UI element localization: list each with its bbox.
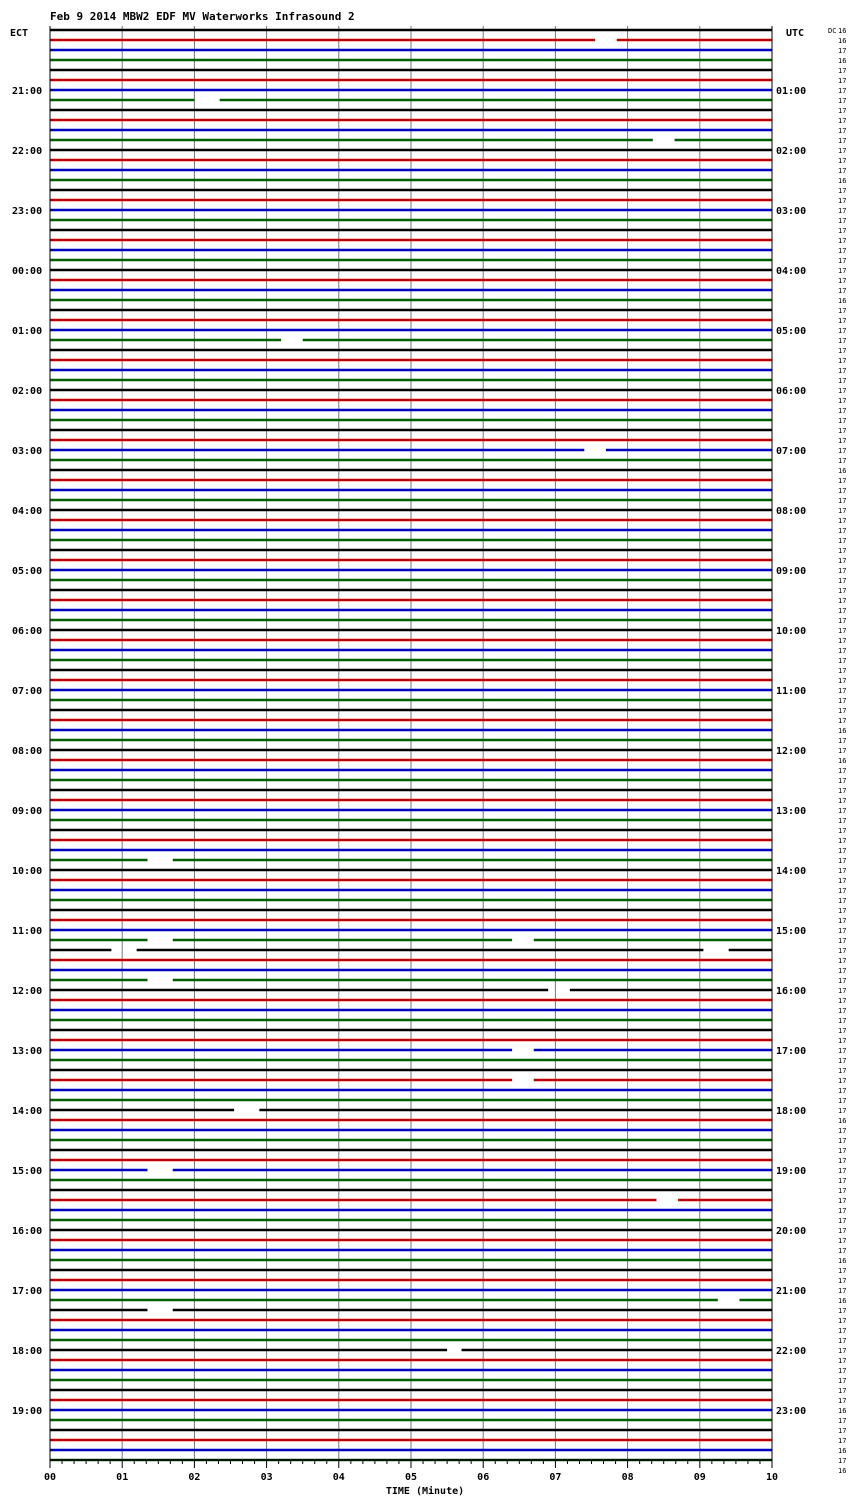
dc-value: 17 xyxy=(838,957,847,965)
dc-value: 17 xyxy=(838,597,847,605)
left-hour-label: 02:00 xyxy=(12,386,43,397)
dc-value: 17 xyxy=(838,77,847,85)
x-axis-label: TIME (Minute) xyxy=(385,1486,465,1497)
dc-value: 17 xyxy=(838,547,847,555)
dc-value: 17 xyxy=(838,997,847,1005)
dc-value: 17 xyxy=(838,287,847,295)
dc-value: 17 xyxy=(838,477,847,485)
left-hour-label: 11:00 xyxy=(12,926,43,937)
left-hour-label: 19:00 xyxy=(12,1406,43,1417)
dc-value: 16 xyxy=(838,727,847,735)
right-hour-label: 18:00 xyxy=(776,1106,807,1117)
dc-value: 17 xyxy=(838,787,847,795)
x-tick-label: 03 xyxy=(260,1472,273,1483)
dc-value: 17 xyxy=(838,1087,847,1095)
left-hour-labels xyxy=(12,86,42,1417)
dc-value: 17 xyxy=(838,1247,847,1255)
dc-value: 17 xyxy=(838,917,847,925)
dc-value: 17 xyxy=(838,127,847,135)
dc-value: 16 xyxy=(838,1467,847,1475)
dc-value: 17 xyxy=(838,457,847,465)
dc-value: 17 xyxy=(838,837,847,845)
right-hour-label: 11:00 xyxy=(776,686,807,697)
dc-value: 17 xyxy=(838,1147,847,1155)
dc-value: 17 xyxy=(838,927,847,935)
dc-value: 17 xyxy=(838,97,847,105)
right-hour-label: 22:00 xyxy=(776,1346,807,1357)
dc-value: 17 xyxy=(838,277,847,285)
dc-label: DC xyxy=(828,27,837,35)
dc-value: 17 xyxy=(838,817,847,825)
dc-value: 17 xyxy=(838,947,847,955)
dc-value: 17 xyxy=(838,137,847,145)
dc-value: 17 xyxy=(838,1107,847,1115)
x-axis-ticks xyxy=(44,1460,778,1483)
left-hour-label: 13:00 xyxy=(12,1046,43,1057)
dc-value: 17 xyxy=(838,577,847,585)
x-tick-label: 00 xyxy=(43,1472,57,1483)
dc-value: 17 xyxy=(838,897,847,905)
dc-value: 17 xyxy=(838,977,847,985)
dc-value: 17 xyxy=(838,1167,847,1175)
left-hour-label: 14:00 xyxy=(12,1106,43,1117)
dc-value: 17 xyxy=(838,1027,847,1035)
left-hour-label: 18:00 xyxy=(12,1346,43,1357)
dc-value: 17 xyxy=(838,1267,847,1275)
dc-value: 17 xyxy=(838,357,847,365)
dc-value: 16 xyxy=(838,37,847,45)
right-hour-label: 23:00 xyxy=(776,1406,807,1417)
dc-value: 17 xyxy=(838,987,847,995)
left-zone-label: ECT xyxy=(10,28,29,39)
dc-value: 16 xyxy=(838,757,847,765)
dc-value: 17 xyxy=(838,257,847,265)
dc-value: 16 xyxy=(838,27,847,35)
chart-title: Feb 9 2014 MBW2 EDF MV Waterworks Infrasound 2 xyxy=(50,10,355,23)
dc-value: 17 xyxy=(838,1427,847,1435)
dc-value: 17 xyxy=(838,157,847,165)
dc-value: 17 xyxy=(838,317,847,325)
left-hour-label: 08:00 xyxy=(12,746,43,757)
left-hour-label: 21:00 xyxy=(12,86,43,97)
dc-value: 17 xyxy=(838,497,847,505)
right-hour-label: 13:00 xyxy=(776,806,807,817)
dc-value: 17 xyxy=(838,1437,847,1445)
dc-value: 16 xyxy=(838,177,847,185)
dc-value: 17 xyxy=(838,1057,847,1065)
x-tick-label: 09 xyxy=(693,1472,706,1483)
dc-value: 17 xyxy=(838,827,847,835)
dc-value: 17 xyxy=(838,1417,847,1425)
left-hour-label: 09:00 xyxy=(12,806,43,817)
left-hour-label: 04:00 xyxy=(12,506,43,517)
right-hour-label: 17:00 xyxy=(776,1046,807,1057)
dc-value: 17 xyxy=(838,387,847,395)
left-hour-label: 12:00 xyxy=(12,986,43,997)
dc-value: 17 xyxy=(838,617,847,625)
dc-value: 17 xyxy=(838,607,847,615)
dc-value: 17 xyxy=(838,337,847,345)
dc-value: 17 xyxy=(838,1047,847,1055)
dc-value: 17 xyxy=(838,877,847,885)
left-hour-label: 16:00 xyxy=(12,1226,43,1237)
dc-value: 17 xyxy=(838,1377,847,1385)
dc-value: 17 xyxy=(838,937,847,945)
dc-value: 17 xyxy=(838,1457,847,1465)
x-tick-label: 05 xyxy=(404,1472,418,1483)
dc-value: 17 xyxy=(838,367,847,375)
dc-value: 17 xyxy=(838,197,847,205)
dc-value: 17 xyxy=(838,1367,847,1375)
dc-value: 17 xyxy=(838,1227,847,1235)
left-hour-label: 17:00 xyxy=(12,1286,43,1297)
left-hour-label: 23:00 xyxy=(12,206,43,217)
right-hour-label: 20:00 xyxy=(776,1226,807,1237)
right-hour-label: 10:00 xyxy=(776,626,807,637)
dc-value: 17 xyxy=(838,1017,847,1025)
dc-value: 17 xyxy=(838,747,847,755)
x-tick-label: 01 xyxy=(116,1472,129,1483)
right-hour-label: 03:00 xyxy=(776,206,807,217)
dc-value: 17 xyxy=(838,47,847,55)
dc-value: 17 xyxy=(838,1157,847,1165)
dc-value: 17 xyxy=(838,667,847,675)
dc-value: 17 xyxy=(838,1037,847,1045)
dc-value: 17 xyxy=(838,117,847,125)
dc-value: 17 xyxy=(838,1177,847,1185)
dc-value: 17 xyxy=(838,777,847,785)
dc-value: 17 xyxy=(838,697,847,705)
dc-value: 17 xyxy=(838,1317,847,1325)
dc-value: 16 xyxy=(838,467,847,475)
dc-value: 17 xyxy=(838,1127,847,1135)
dc-value: 17 xyxy=(838,1237,847,1245)
dc-value: 17 xyxy=(838,1347,847,1355)
dc-value: 17 xyxy=(838,237,847,245)
right-hour-label: 21:00 xyxy=(776,1286,807,1297)
dc-value: 17 xyxy=(838,267,847,275)
dc-value: 17 xyxy=(838,627,847,635)
dc-value: 17 xyxy=(838,537,847,545)
dc-value: 17 xyxy=(838,347,847,355)
dc-value: 17 xyxy=(838,807,847,815)
dc-value: 17 xyxy=(838,707,847,715)
dc-value: 17 xyxy=(838,147,847,155)
dc-value: 17 xyxy=(838,647,847,655)
dc-value: 17 xyxy=(838,1277,847,1285)
dc-value: 17 xyxy=(838,567,847,575)
dc-value: 17 xyxy=(838,307,847,315)
right-hour-label: 12:00 xyxy=(776,746,807,757)
left-hour-label: 05:00 xyxy=(12,566,43,577)
dc-value: 16 xyxy=(838,57,847,65)
dc-value: 17 xyxy=(838,657,847,665)
left-hour-label: 01:00 xyxy=(12,326,43,337)
left-hour-label: 22:00 xyxy=(12,146,43,157)
dc-value: 17 xyxy=(838,517,847,525)
right-hour-label: 08:00 xyxy=(776,506,807,517)
dc-value: 17 xyxy=(838,1207,847,1215)
right-hour-label: 07:00 xyxy=(776,446,807,457)
dc-value: 17 xyxy=(838,717,847,725)
dc-value: 17 xyxy=(838,1197,847,1205)
right-hour-label: 04:00 xyxy=(776,266,807,277)
dc-value: 17 xyxy=(838,87,847,95)
dc-value: 17 xyxy=(838,887,847,895)
dc-value: 17 xyxy=(838,677,847,685)
dc-value: 17 xyxy=(838,1007,847,1015)
left-hour-label: 15:00 xyxy=(12,1166,43,1177)
x-tick-label: 08 xyxy=(621,1472,634,1483)
dc-value: 17 xyxy=(838,1097,847,1105)
dc-values xyxy=(838,27,846,1475)
left-hour-label: 10:00 xyxy=(12,866,43,877)
right-hour-label: 14:00 xyxy=(776,866,807,877)
dc-value: 17 xyxy=(838,107,847,115)
dc-value: 17 xyxy=(838,447,847,455)
dc-value: 17 xyxy=(838,397,847,405)
right-hour-label: 01:00 xyxy=(776,86,807,97)
dc-value: 17 xyxy=(838,527,847,535)
dc-value: 17 xyxy=(838,407,847,415)
dc-value: 17 xyxy=(838,867,847,875)
dc-value: 17 xyxy=(838,377,847,385)
dc-value: 17 xyxy=(838,187,847,195)
dc-value: 17 xyxy=(838,1397,847,1405)
dc-value: 17 xyxy=(838,417,847,425)
dc-value: 17 xyxy=(838,1287,847,1295)
right-hour-label: 19:00 xyxy=(776,1166,807,1177)
left-hour-label: 07:00 xyxy=(12,686,43,697)
dc-value: 17 xyxy=(838,637,847,645)
right-zone-label: UTC xyxy=(786,28,805,39)
dc-value: 17 xyxy=(838,217,847,225)
right-hour-label: 06:00 xyxy=(776,386,807,397)
dc-value: 17 xyxy=(838,1067,847,1075)
dc-value: 17 xyxy=(838,437,847,445)
dc-value: 16 xyxy=(838,1257,847,1265)
right-hour-labels xyxy=(776,86,806,1417)
dc-value: 17 xyxy=(838,67,847,75)
dc-value: 17 xyxy=(838,1077,847,1085)
left-hour-label: 00:00 xyxy=(12,266,43,277)
dc-value: 17 xyxy=(838,167,847,175)
dc-value: 17 xyxy=(838,797,847,805)
dc-value: 17 xyxy=(838,1357,847,1365)
dc-value: 16 xyxy=(838,1447,847,1455)
dc-value: 16 xyxy=(838,1117,847,1125)
dc-value: 17 xyxy=(838,907,847,915)
dc-value: 17 xyxy=(838,247,847,255)
dc-value: 16 xyxy=(838,1407,847,1415)
dc-value: 17 xyxy=(838,507,847,515)
dc-value: 17 xyxy=(838,1187,847,1195)
dc-value: 17 xyxy=(838,737,847,745)
right-hour-label: 15:00 xyxy=(776,926,807,937)
right-hour-label: 05:00 xyxy=(776,326,807,337)
dc-value: 17 xyxy=(838,587,847,595)
dc-value: 17 xyxy=(838,1337,847,1345)
dc-value: 17 xyxy=(838,1307,847,1315)
x-tick-label: 06 xyxy=(477,1472,490,1483)
dc-value: 16 xyxy=(838,1297,847,1305)
dc-value: 17 xyxy=(838,227,847,235)
right-hour-label: 02:00 xyxy=(776,146,807,157)
dc-value: 17 xyxy=(838,1387,847,1395)
x-tick-label: 02 xyxy=(188,1472,201,1483)
dc-value: 17 xyxy=(838,327,847,335)
right-hour-label: 16:00 xyxy=(776,986,807,997)
dc-value: 17 xyxy=(838,487,847,495)
dc-value: 17 xyxy=(838,767,847,775)
x-tick-label: 04 xyxy=(332,1472,345,1483)
dc-value: 17 xyxy=(838,967,847,975)
dc-value: 17 xyxy=(838,1137,847,1145)
left-hour-label: 03:00 xyxy=(12,446,43,457)
dc-value: 17 xyxy=(838,1327,847,1335)
left-hour-label: 06:00 xyxy=(12,626,43,637)
dc-value: 16 xyxy=(838,297,847,305)
dc-value: 17 xyxy=(838,207,847,215)
dc-value: 17 xyxy=(838,857,847,865)
dc-value: 17 xyxy=(838,847,847,855)
x-tick-label: 10 xyxy=(765,1472,779,1483)
right-hour-label: 09:00 xyxy=(776,566,807,577)
dc-value: 17 xyxy=(838,557,847,565)
x-tick-label: 07 xyxy=(549,1472,562,1483)
dc-value: 17 xyxy=(838,1217,847,1225)
dc-value: 17 xyxy=(838,427,847,435)
dc-value: 17 xyxy=(838,687,847,695)
